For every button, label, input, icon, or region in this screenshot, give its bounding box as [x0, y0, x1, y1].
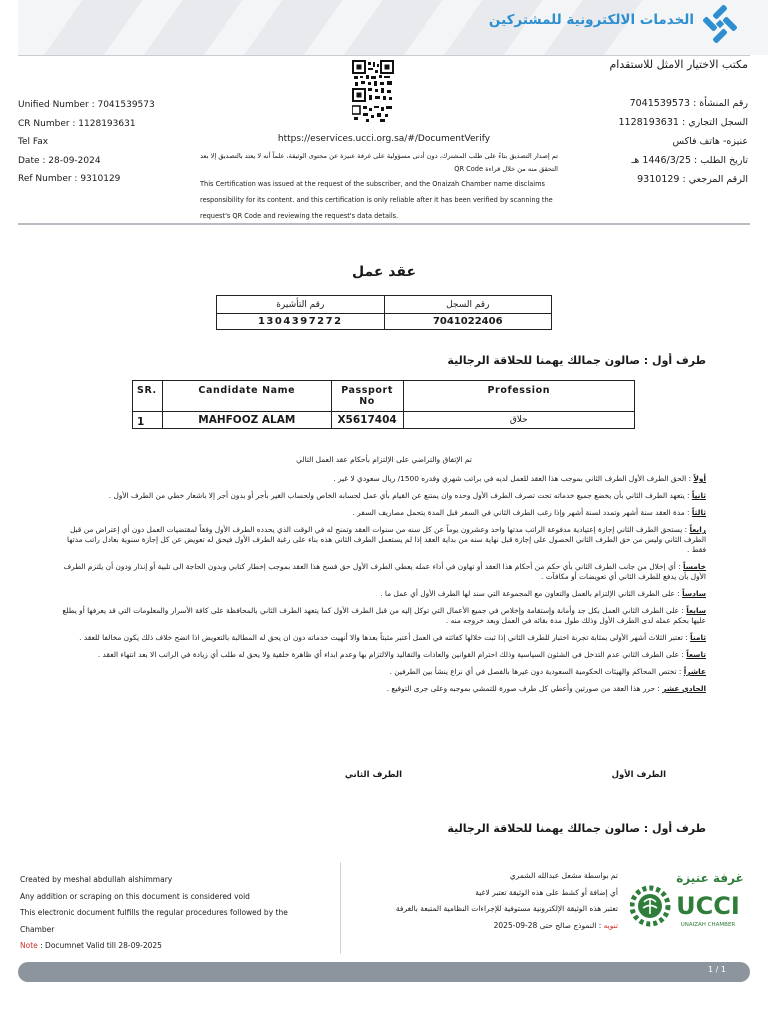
clause-key: خامساً — [683, 562, 706, 571]
clause-8 — [56, 633, 706, 643]
office-name: مكتب الاختيار الامثل للاستقدام — [609, 58, 748, 71]
col-header-sr: SR. — [133, 381, 163, 412]
gear-icon — [632, 888, 668, 924]
scraping-note-en: Any addition or scraping on this document is considered void — [20, 891, 250, 901]
issue-date: Date : 28-09-2024 — [18, 155, 101, 166]
clause-1 — [56, 474, 706, 484]
clause-11 — [56, 684, 706, 694]
cr-number-ar: السجل التجاري : 1128193631 — [618, 117, 748, 128]
footer-english — [20, 872, 320, 955]
header-divider — [18, 55, 750, 56]
clause-4 — [56, 525, 706, 555]
clause-key: ثانياً — [691, 491, 706, 500]
note-label-ar: تنويه — [603, 920, 618, 930]
page-indicator: 1 / 1 — [708, 965, 726, 974]
clause-text: : تعتبر الثلاث أشهر الأولى بمثابة تجربة اختبار للطرف الثاني إذا ثبت خلالها كفائته في العمل أعتبر مثبتاً بعدها والا أنهيت خدماته دون ان يحق له المطالبة بالتعويض اذا اتضح خلاف ذلك يكون مخالفا للعقد . — [79, 633, 691, 642]
clause-7 — [56, 606, 706, 626]
clause-key: سادساً — [682, 589, 706, 598]
clause-key: رابعاً — [689, 525, 706, 534]
clause-text: : يستحق الطرف الثاني إجازة إعتيادية مدفوعة الراتب مدتها واحد وعشرون يوماً عن كل سنه من سنوات العقد وتمنح له في الوقت الذي يحدده الطرف الأول وفقاً لمقتضيات العمل دون أي إعتراض من قبل الطرف الثاني وليس من حق الطرف الثاني الحصول على إجازة قبل نهاية سنه من بداية العقد إذا لم يستعمل الطرف الثاني هذه بناء على رغبة الطرف الأول فيحق له تعويض عن كل إجازة سنوية بعادل راتب مدتها فقط . — [67, 525, 706, 554]
city-tel-ar: عنيزه- هاتف فاكس — [672, 136, 748, 147]
cell-passport: X5617404 — [331, 412, 403, 429]
clause-text: : أي إخلال من جانب الطرف الثاني بأي حكم من أحكام هذا العقد أو تهاون في أداء عمله يعطي الطرف الأول حق فسخ هذا العقد بموجب إخطار كتابي وبدون الحاجة الى تلبية أو إنذار ودون أن يلتزم الطرف الأول بأن يدفع للطرف الثاني أي تعويضات أو مكافآت . — [63, 562, 706, 581]
register-number-value: 7041022406 — [384, 314, 551, 330]
first-party-label-repeat: طرف أول : صالون جمالك يهمنا للحلاقة الرجالية — [447, 822, 706, 835]
clause-key: تاسعاً — [686, 650, 706, 659]
qr-code-icon[interactable] — [352, 60, 394, 124]
contract-clauses — [56, 474, 706, 701]
fulfills-note-en: This electronic document fulfills the regular procedures followed by the Chamber — [20, 908, 288, 934]
contract-title: عقد عمل — [351, 264, 417, 280]
note-text-ar: : النموذج صالح حتى 28-09-2025 — [493, 920, 604, 930]
table-row — [133, 412, 635, 429]
section-divider — [18, 223, 750, 225]
unaizah-chamber-logo — [630, 862, 746, 946]
ref-number-ar: الرقم المرجعي : 9310129 — [637, 174, 748, 185]
note-label-en: Note — [20, 941, 38, 950]
col-header-profession: Profession — [403, 381, 634, 412]
chamber-name-ar: غرفة عنيزة — [676, 871, 744, 885]
validity-note-ar — [348, 918, 618, 935]
clause-6 — [56, 589, 706, 599]
page-indicator-bar — [18, 962, 750, 982]
scraping-note-ar: أي إضافة أو كشط على هذه الوثيقة تعتبر لاغية — [475, 887, 618, 897]
cr-number: CR Number : 1128193631 — [18, 118, 136, 129]
clause-key: ثامناً — [690, 633, 706, 642]
signature-second-party: الطرف الثاني — [344, 770, 402, 780]
eservices-logo-icon — [698, 2, 742, 46]
clause-text: : حرر هذا العقد من صورتين وأعطي كل طرف صورة للتمشي بموجبه وعلى جرى التوقيع . — [386, 684, 663, 693]
col-header-name: Candidate Name — [162, 381, 331, 412]
chamber-name-en: UNAIZAH CHAMBER — [680, 922, 736, 928]
validity-note-en — [20, 938, 320, 955]
candidate-table — [132, 380, 635, 429]
clause-text: : على الطرف الثاني الإلتزام بالعمل والتعاون مع المجموعة التي سند لها الطرف الأول أي عمل ما . — [380, 589, 683, 598]
signature-first-party: الطرف الأول — [611, 770, 666, 780]
clause-5 — [56, 562, 706, 582]
clause-text: : على الطرف الثاني عدم التدخل في الشئون السياسية وذلك احترام القوانين والعادات والتقاليد والالتزام بها وعدم ابداء أي ظاهرة خلقية ولا يحق له طلب أي زيادة في الراتب الا بعد انتهاء العقد . — [97, 650, 687, 659]
clause-key: أولاً — [693, 474, 706, 483]
clause-text: : تختص المحاكم والهيئات الحكومية السعودية دون غيرها بالفصل في أي نزاع ينشأ بين الطرفين . — [389, 667, 684, 676]
clause-10 — [56, 667, 706, 677]
clause-key: ثالثاً — [691, 508, 706, 517]
ref-number: Ref Number : 9310129 — [18, 174, 121, 184]
agreement-intro: تم الإتفاق والتراضي على الإلتزام بأحكام عقد العمل التالي — [296, 455, 472, 464]
clause-9 — [56, 650, 706, 660]
first-party-label: طرف أول : صالون جمالك يهمنا للحلاقة الرجالية — [447, 354, 706, 367]
cell-sr: 1 — [133, 412, 163, 429]
chamber-abbr: UCCI — [676, 892, 740, 920]
arabic-info-block — [619, 94, 749, 189]
visa-number-value: 1304397272 — [217, 314, 385, 330]
tel-fax: Tel Fax — [18, 137, 49, 147]
request-date-ar: تاريخ الطلب : 1446/3/25 هـ — [631, 155, 748, 166]
verify-url-link[interactable]: https://eservices.ucci.org.sa/#/DocumentVerify — [277, 134, 491, 144]
unified-number-ar: رقم المنشأة : 7041539573 — [629, 98, 748, 109]
clause-3 — [56, 508, 706, 518]
clause-text: : مدة العقد سنة أشهر وتمدد لسنة أشهر وإذا رغب الطرف الثاني في السفر قبل المدة يتحمل مصاريف السفر . — [352, 508, 692, 517]
clause-2 — [56, 491, 706, 501]
english-disclaimer: This Certification was issued at the request of the subscriber, and the Onaizah Chamber name disclaims responsibility for its content. and this certification is only reliable after it has been verified by scanning the request's QR Code and reviewing the request's data details. — [200, 180, 553, 220]
footer-divider — [340, 862, 341, 954]
clause-key: الحادي عشر — [662, 684, 706, 693]
registration-table — [216, 295, 552, 330]
portal-title: الخدمات الالكترونية للمشتركين — [488, 12, 694, 28]
col-header-passport: Passport No — [331, 381, 403, 412]
unified-number: Unified Number : 7041539573 — [18, 100, 155, 110]
cell-name: MAHFOOZ ALAM — [162, 412, 331, 429]
clause-text: : يتعهد الطرف الثاني بأن يخضع جميع خدماته تحت تصرف الطرف الأول وحده وان يمتنع عن القيام بأي عمل لحسابه الخاص ولحساب الغير بأجر أو بدون أجر إلا باشعار خطي من الطرف الأول . — [108, 491, 692, 500]
clause-key: سابعاً — [686, 606, 706, 615]
clause-text: : الحق الطرف الأول الطرف الثاني بموجب هذا العقد للعمل لديه في براتب شهري وقدره 1500/ ريال سعودي لا غير . — [333, 474, 694, 483]
clause-key: عاشراً — [683, 667, 706, 676]
clause-text: : على الطرف الثاني العمل بكل جد وأمانة وإستقامة وإخلاص في جميع الأعمال التي توكل إليه من قبل الطرف الأول كما يتعهد الطرف الثاني بالمحافظة على كافة الأسرار والمعلومات التي قد يعرفها أو يطلع عليها بحكم عمله لدى الطرف الأول وذلك طول مدة بقائه في العمل وبعد خروجه منه . — [62, 606, 706, 625]
created-by-ar: تم بواسطة مشعل عبدالله الشمري — [509, 871, 618, 880]
english-info-block — [18, 96, 155, 189]
visa-number-header: رقم التأشيرة — [217, 296, 385, 314]
footer-arabic — [348, 868, 618, 934]
arabic-disclaimer: تم إصدار التصديق بناءً على طلب المشترك، دون أدنى مسؤولية على غرفة عنيزة عن محتوى الوثيقة، علماً أنه لا يعتد بالتصديق إلا بعد التحقق منه من خلال قراءة QR Code — [200, 152, 558, 173]
register-number-header: رقم السجل — [384, 296, 551, 314]
created-by-en: Created by meshal abdullah alshimmary — [20, 875, 173, 884]
note-text-en: : Documnet Valid till 28-09-2025 — [37, 941, 162, 950]
fulfills-note-ar: تعتبر هذه الوثيقة الإلكترونية مستوفية للإجراءات النظامية المتبعة بالغرفة — [395, 904, 618, 913]
cell-profession: حلاق — [403, 412, 634, 429]
